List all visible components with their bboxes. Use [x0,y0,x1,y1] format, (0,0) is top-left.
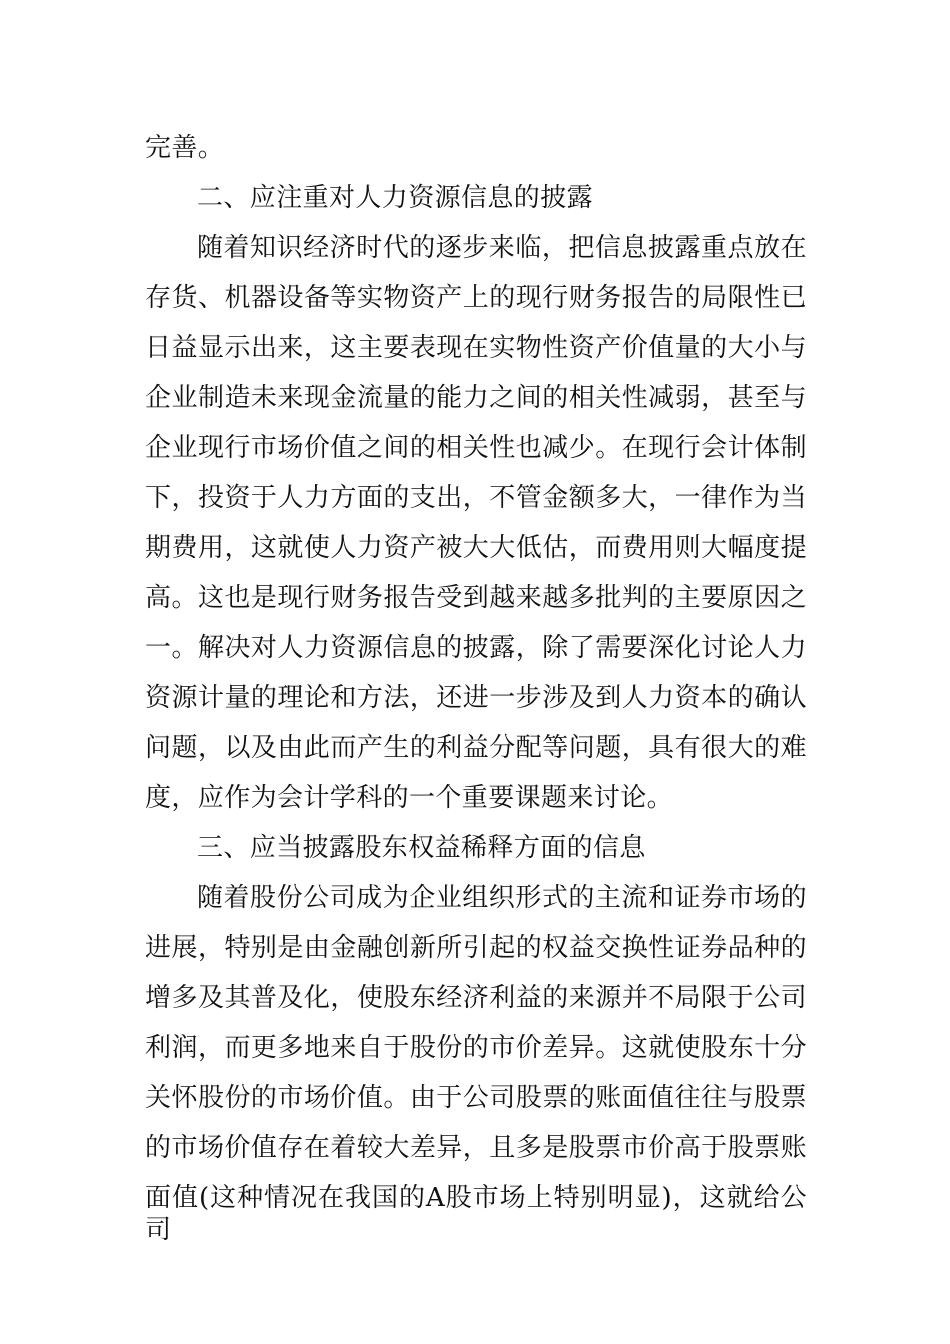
paragraph-line: 期费用，这就使人力资产被大大低估，而费用则大幅度提 [145,533,807,563]
paragraph-line: 利润，而更多地来自于股份的市价差异。这就使股东十分 [145,1033,807,1063]
paragraph-line: 面值(这种情况在我国的A股市场上特别明显)，这就给公司 [145,1183,807,1245]
paragraph-line: 随着股份公司成为企业组织形式的主流和证券市场的 [197,883,807,913]
paragraph-line: 随着知识经济时代的逐步来临，把信息披露重点放在 [197,233,807,263]
paragraph-line: 一。解决对人力资源信息的披露，除了需要深化讨论人力 [145,633,807,663]
paragraph-line: 完善。 [145,133,225,163]
paragraph-line: 度，应作为会计学科的一个重要课题来讨论。 [145,783,674,813]
paragraph-line: 高。这也是现行财务报告受到越来越多批判的主要原因之 [145,583,807,613]
paragraph-line: 下，投资于人力方面的支出，不管金额多大，一律作为当 [145,483,807,513]
section-heading: 三、应当披露股东权益稀释方面的信息 [197,833,646,863]
paragraph-line: 进展，特别是由金融创新所引起的权益交换性证券品种的 [145,933,807,963]
paragraph-line: 企业现行市场价值之间的相关性也减少。在现行会计体制 [145,433,807,463]
paragraph-line: 的市场价值存在着较大差异，且多是股票市价高于股票账 [145,1133,807,1163]
paragraph-line: 问题，以及由此而产生的利益分配等问题，具有很大的难 [145,733,807,763]
paragraph-line: 存货、机器设备等实物资产上的现行财务报告的局限性已 [145,283,807,313]
paragraph-line: 企业制造未来现金流量的能力之间的相关性减弱，甚至与 [145,383,807,413]
paragraph-line: 关怀股份的市场价值。由于公司股票的账面值往往与股票 [145,1083,807,1113]
section-heading: 二、应注重对人力资源信息的披露 [197,183,594,213]
paragraph-line: 增多及其普及化，使股东经济利益的来源并不局限于公司 [145,983,807,1013]
paragraph-line: 日益显示出来，这主要表现在实物性资产价值量的大小与 [145,333,807,363]
paragraph-line: 资源计量的理论和方法，还进一步涉及到人力资本的确认 [145,683,807,713]
